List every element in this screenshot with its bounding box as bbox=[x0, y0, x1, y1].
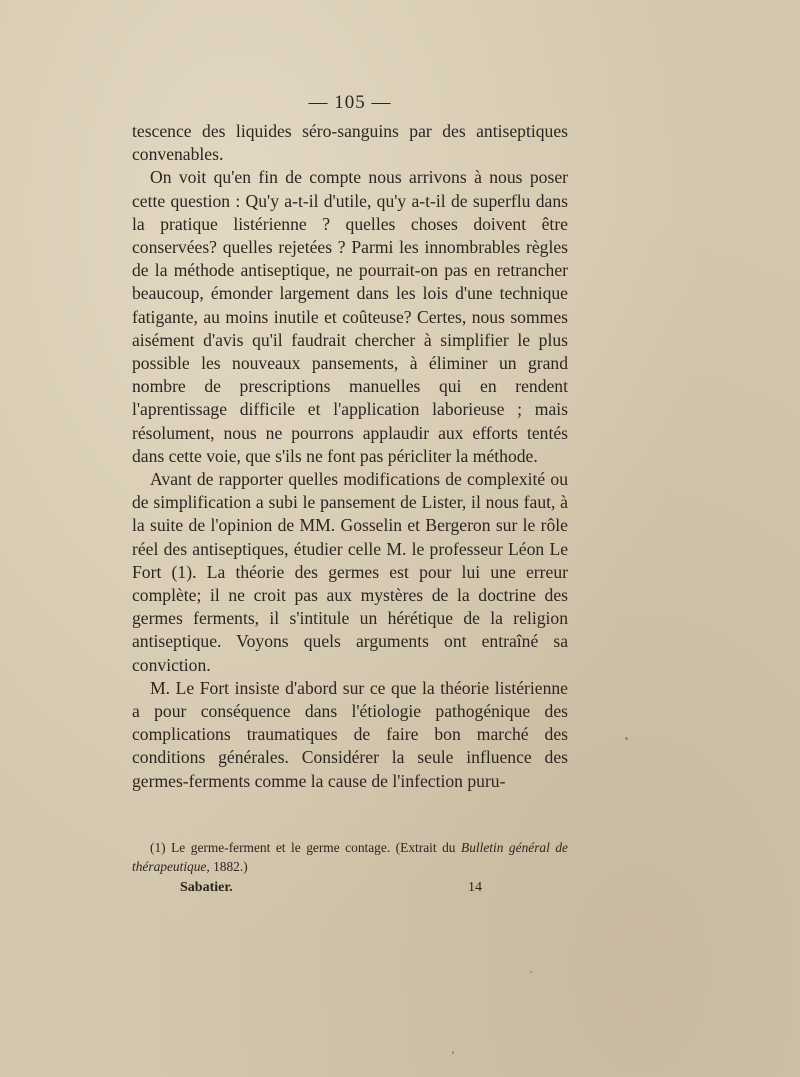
paragraph-2: On voit qu'en fin de compte nous arrivons à nous poser cette question : Qu'y a-t-il d'utile, qu'y a-t-il de superflu dans la pratique listérienne ? quelles choses doivent être conservées? quelles rejetées ? Parmi les innombrables règles de la méthode antiseptique, ne pourrait-on pas en retrancher beaucoup, émonder largement dans les lois d'une technique fatigante, au moins inutile et coûteuse? Certes, nous sommes aisément d'avis qu'il faudrait chercher à simplifier le plus possible les nouveaux pansements, à éliminer un grand nombre de prescriptions manuelles qui en rendent l'aprentissage difficile et l'application laborieuse ; mais résolument, nous ne pourrons applaudir aux efforts tentés dans cette voie, que s'ils ne font pas péricliter la méthode. bbox=[132, 167, 568, 466]
footnote-text-end: , 1882.) bbox=[206, 859, 248, 874]
paper-speck bbox=[452, 1051, 454, 1054]
footnote-text-start: (1) Le germe-ferment et le germe contage. (Extrait du bbox=[150, 840, 462, 855]
sheet-number: 14 bbox=[468, 880, 482, 895]
paragraph-1: tescence des liquides séro-sanguins par des antiseptiques convenables. bbox=[132, 121, 568, 165]
body-text bbox=[132, 120, 568, 793]
footnote-text bbox=[132, 838, 568, 876]
footnote bbox=[132, 838, 568, 876]
paragraph-3: Avant de rapporter quelles modifications de complexité ou de simplification a subi le pansement de Lister, il nous faut, à la suite de l'opinion de MM. Gosselin et Bergeron sur le rôle réel des antiseptiques, étudier celle M. le professeur Léon Le Fort (1). La théorie des germes est pour lui une erreur complète; il ne croit pas aux mystères de la doctrine des germes ferments, il s'intitule un hérétique de la religion antiseptique. Voyons quels arguments ont entraîné sa conviction. bbox=[132, 469, 568, 675]
page-number: — 105 — bbox=[308, 92, 392, 113]
footnote-journal-title: Bulletin général de thérapeutique bbox=[132, 840, 568, 874]
printer-signature: Sabatier. bbox=[180, 880, 233, 895]
paragraph-4: M. Le Fort insiste d'abord sur ce que la théorie listérienne a pour conséquence dans l'étiologie pathogénique des complications traumatiques de faire bon marché des conditions générales. Considérer la seule influence des germes-ferments comme la cause de l'infection puru- bbox=[132, 677, 568, 791]
paper-speck bbox=[625, 737, 628, 740]
paper-speck bbox=[530, 971, 532, 973]
